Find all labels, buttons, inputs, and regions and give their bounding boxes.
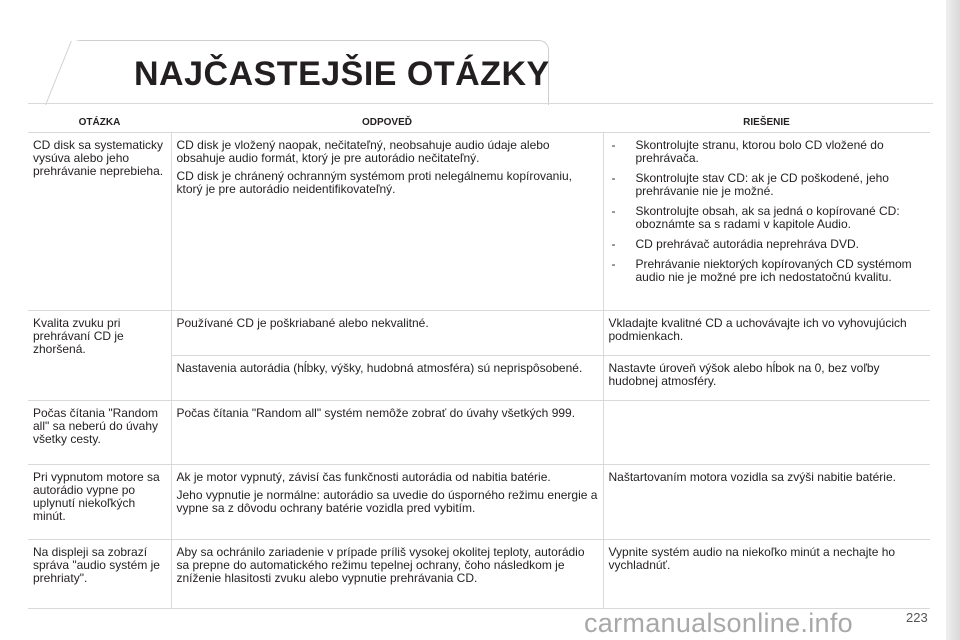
answer-paragraph: CD disk je chránený ochranným systémom proti nelegálnemu kopírovaniu, ktorý je pre autorádio neidentifikovateľný. [176, 169, 573, 196]
header-question: OTÁZKA [28, 112, 171, 133]
page-edge-bar [946, 0, 960, 640]
answer-cell [171, 133, 603, 311]
faq-table [28, 112, 930, 609]
answer-paragraph: CD disk je vložený naopak, nečitateľný, neobsahuje audio údaje alebo obsahuje audio formát, ktorý je pre autorádio nečitateľný. [176, 138, 550, 165]
solution-cell: Vypnite systém audio na niekoľko minút a nechajte ho vychladnúť. [603, 540, 930, 609]
answer-cell: Používané CD je poškriabané alebo nekvalitné. [171, 311, 603, 356]
table-header-row [28, 112, 930, 133]
solution-item: - Skontrolujte stranu, ktorou bolo CD vložené do prehrávača. [609, 139, 926, 165]
answer-cell [171, 465, 603, 540]
page-number: 223 [906, 610, 928, 625]
solution-item: - CD prehrávač autorádia neprehráva DVD. [609, 238, 926, 251]
answer-cell: Nastavenia autorádia (hĺbky, výšky, hudobná atmosféra) sú neprispôsobené. [171, 356, 603, 401]
page-title: NAJČASTEJŠIE OTÁZKY [134, 55, 550, 93]
question-cell: Na displeji sa zobrazí správa "audio systém je prehriaty". [28, 540, 171, 609]
solution-item: - Skontrolujte obsah, ak sa jedná o kopírované CD: oboznámte sa s radami v kapitole Audio. [609, 205, 926, 231]
watermark-text: carmanualsonline.info [584, 608, 853, 638]
solution-cell [603, 401, 930, 465]
header-solution: RIEŠENIE [603, 112, 930, 133]
answer-paragraph: Jeho vypnutie je normálne: autorádio sa uvedie do úsporného režimu energie a vypne sa z dôvodu ochrany batérie vozidla pred vybitím. [176, 488, 598, 515]
answer-paragraph: Ak je motor vypnutý, závisí čas funkčnosti autorádia od nabitia batérie. [176, 470, 551, 484]
question-cell: Kvalita zvuku pri prehrávaní CD je zhoršená. [28, 311, 171, 401]
table-row [28, 133, 930, 311]
question-cell: Pri vypnutom motore sa autorádio vypne po uplynutí niekoľkých minút. [28, 465, 171, 540]
solution-item: - Prehrávanie niektorých kopírovaných CD systémom audio nie je možné pre ich nedostatočnú kvalitu. [609, 258, 926, 284]
solution-cell: Vkladajte kvalitné CD a uchovávajte ich vo vyhovujúcich podmienkach. [603, 311, 930, 356]
solution-item: - Skontrolujte stav CD: ak je CD poškodené, jeho prehrávanie nie je možné. [609, 172, 926, 198]
solution-cell [603, 133, 930, 311]
solution-cell: Naštartovaním motora vozidla sa zvýši nabitie batérie. [603, 465, 930, 540]
header-answer: ODPOVEĎ [171, 112, 603, 133]
answer-cell: Aby sa ochránilo zariadenie v prípade príliš vysokej okolitej teploty, autorádio sa prepne do automatického režimu tepelnej ochrany, čoho následkom je zníženie hlasitosti zvuku alebo vypnutie prehrávania CD. [171, 540, 603, 609]
title-divider [28, 103, 933, 104]
solution-cell: Nastavte úroveň výšok alebo hĺbok na 0, bez voľby hudobnej atmosféry. [603, 356, 930, 401]
question-cell: Počas čítania "Random all" sa neberú do úvahy všetky cesty. [28, 401, 171, 465]
table-row [28, 465, 930, 540]
table-row [28, 540, 930, 609]
table-row [28, 311, 930, 356]
solution-list [609, 139, 926, 284]
question-cell: CD disk sa systematicky vysúva alebo jeho prehrávanie neprebieha. [28, 133, 171, 311]
answer-cell: Počas čítania "Random all" systém nemôže zobrať do úvahy všetkých 999. [171, 401, 603, 465]
table-row [28, 401, 930, 465]
